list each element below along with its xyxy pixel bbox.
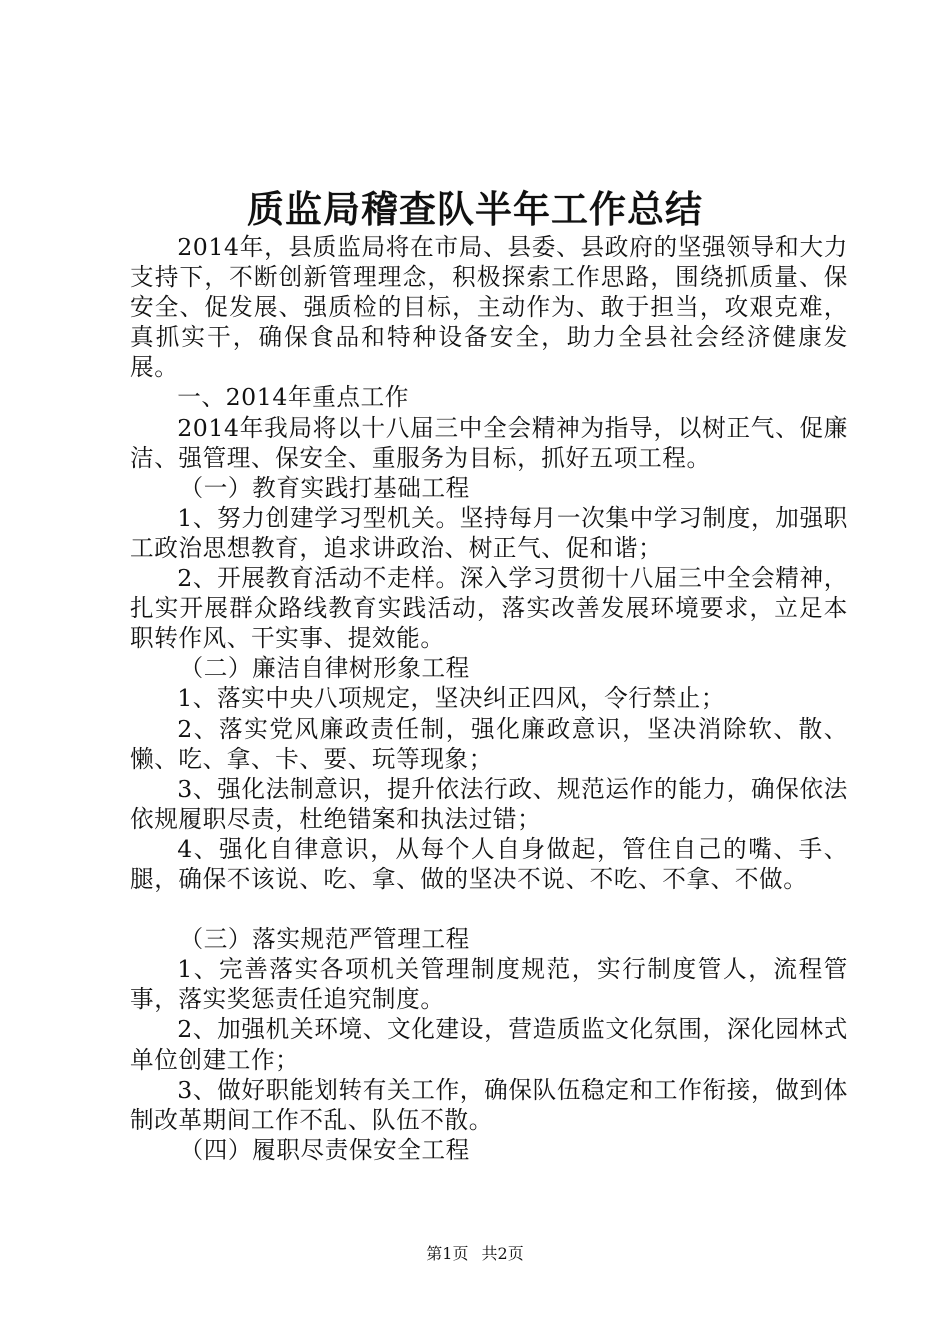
subsection-heading: （三）落实规范严管理工程 bbox=[179, 925, 470, 954]
subsection-heading: （二）廉洁自律树形象工程 bbox=[179, 654, 470, 683]
list-item: 1、努力创建学习型机关。坚持每月一次集中学习制度，加强职工政治思想教育，追求讲政治、树正气、促和谐； bbox=[130, 503, 848, 562]
document-body bbox=[130, 232, 848, 1165]
list-item: 3、做好职能划转有关工作，确保队伍稳定和工作衔接，做到体制改革期间工作不乱、队伍不散。 bbox=[130, 1075, 848, 1134]
list-item: 1、落实中央八项规定，坚决纠正四风，令行禁止； bbox=[177, 684, 726, 713]
blank-line bbox=[130, 894, 848, 924]
page-number: 第1页 bbox=[426, 1244, 469, 1263]
subsection-heading: （一）教育实践打基础工程 bbox=[179, 473, 470, 502]
section-heading: 一、2014年重点工作 bbox=[177, 383, 409, 412]
list-item: 2、落实党风廉政责任制，强化廉政意识，坚决消除软、散、懒、吃、拿、卡、要、玩等现象； bbox=[130, 714, 848, 773]
list-item: 1、完善落实各项机关管理制度规范，实行制度管人，流程管事，落实奖惩责任追究制度。 bbox=[130, 955, 848, 1014]
page-footer bbox=[0, 1243, 950, 1265]
list-item: 4、强化自律意识，从每个人自身做起，管住自己的嘴、手、腿，确保不该说、吃、拿、做的坚决不说、不吃、不拿、不做。 bbox=[130, 834, 848, 893]
list-item: 2、加强机关环境、文化建设，营造质监文化氛围，深化园林式单位创建工作； bbox=[130, 1015, 848, 1074]
list-item: 2、开展教育活动不走样。深入学习贯彻十八届三中全会精神，扎实开展群众路线教育实践活动，落实改善发展环境要求，立足本职转作风、干实事、提效能。 bbox=[130, 564, 848, 653]
subsection-heading: （四）履职尽责保安全工程 bbox=[179, 1135, 470, 1164]
intro-paragraph: 2014年，县质监局将在市局、县委、县政府的坚强领导和大力支持下，不断创新管理理念，积极探索工作思路，围绕抓质量、保安全、促发展、强质检的目标，主动作为、敢于担当，攻艰克难，真抓实干，确保食品和特种设备安全，助力全县社会经济健康发展。 bbox=[130, 233, 848, 382]
document-title: 质监局稽查队半年工作总结 bbox=[247, 187, 703, 231]
list-item: 3、强化法制意识，提升依法行政、规范运作的能力，确保依法依规履职尽责，杜绝错案和执法过错； bbox=[130, 774, 848, 833]
page-total: 共2页 bbox=[481, 1244, 524, 1263]
paragraph: 2014年我局将以十八届三中全会精神为指导，以树正气、促廉洁、强管理、保安全、重服务为目标，抓好五项工程。 bbox=[130, 413, 848, 472]
